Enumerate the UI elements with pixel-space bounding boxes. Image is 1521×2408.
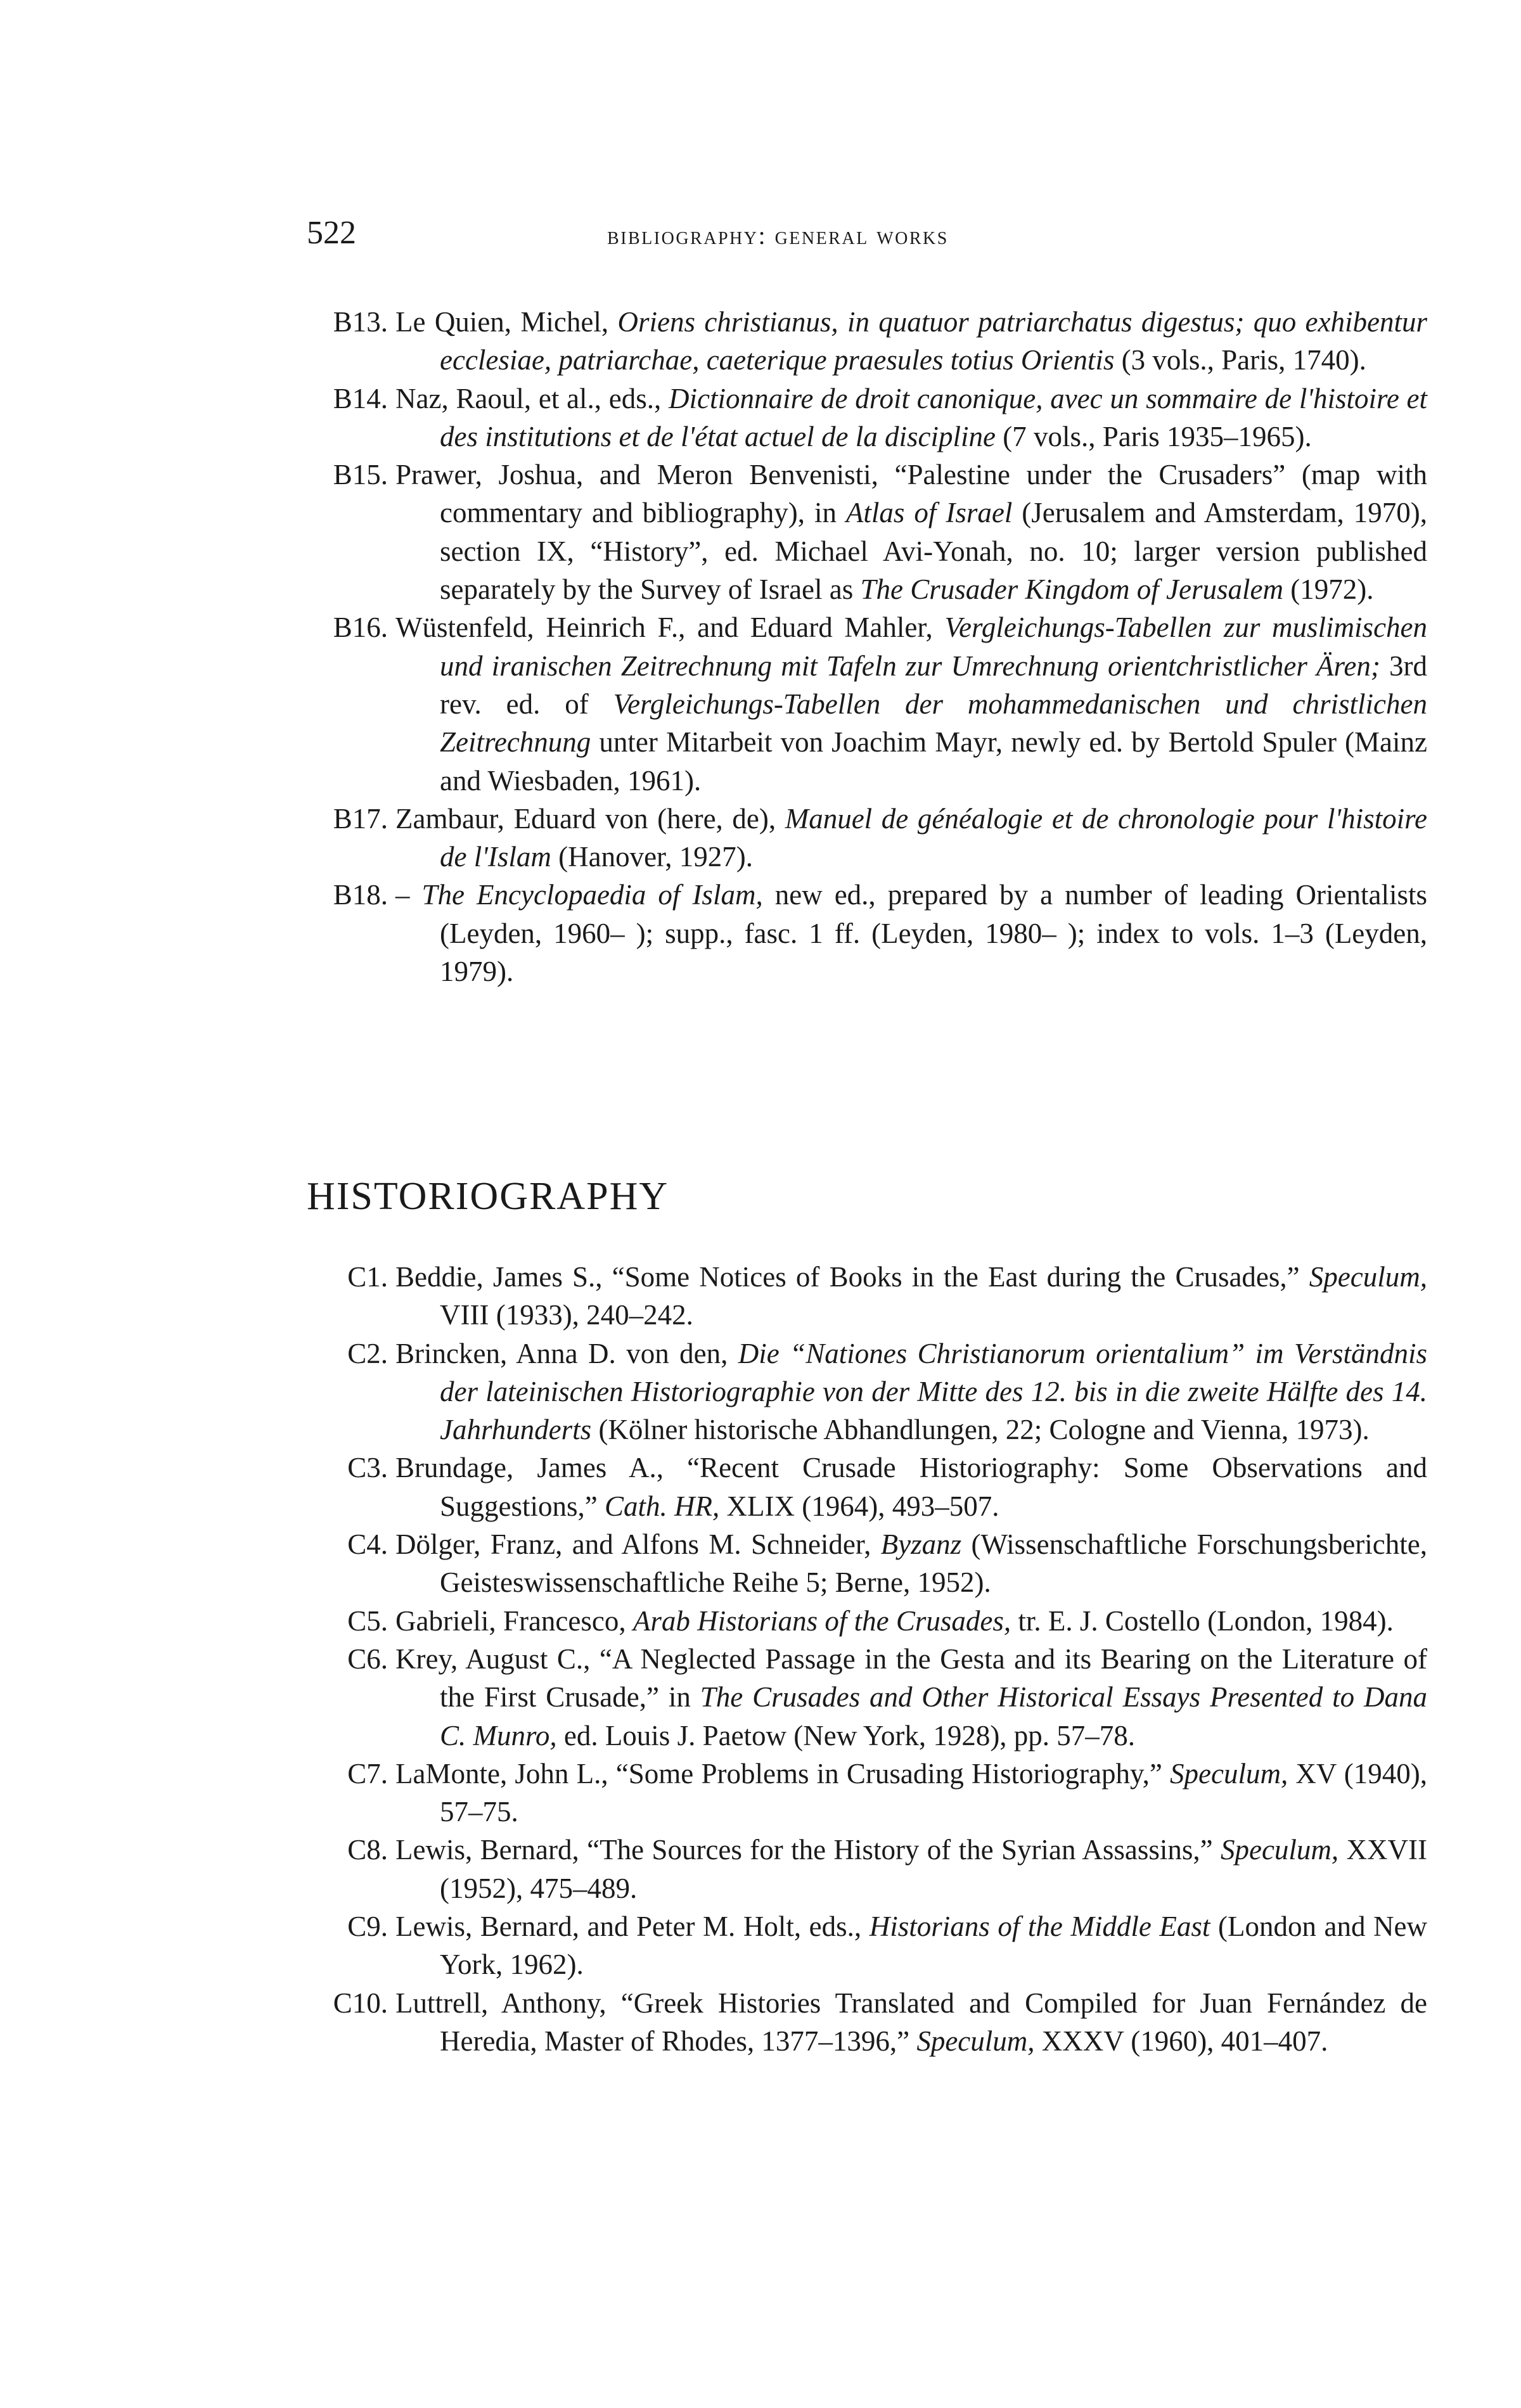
section-heading-historiography: HISTORIOGRAPHY bbox=[307, 1175, 669, 1218]
entry-number: B13. bbox=[333, 306, 388, 338]
citation-text: (7 vols., Paris 1935–1965). bbox=[995, 420, 1312, 452]
entry-number: B16. bbox=[333, 612, 388, 644]
citation-text: (London and New York, 1962). bbox=[440, 1911, 1427, 1981]
citation-text: Krey, August C., “A Neglected Passage in the Gesta and its Bearing on the Literature of the First Crusade,” in bbox=[395, 1643, 1427, 1713]
citation-text: XXXV (1960), 401–407. bbox=[1034, 2025, 1328, 2057]
bibliography-entry bbox=[304, 1984, 1427, 2061]
citation-text: unter Mitarbeit von Joachim Mayr, newly ed. by Bertold Spuler (Mainz and Wiesbaden, 1961). bbox=[440, 726, 1427, 797]
entry-citation bbox=[395, 1831, 1427, 1907]
page-header bbox=[307, 213, 1422, 253]
entry-number: B14. bbox=[333, 382, 388, 414]
citation-title: Atlas of Israel bbox=[845, 497, 1013, 529]
bibliography-entry bbox=[304, 1449, 1427, 1525]
citation-title: Vergleichungs-Tabellen der mohammedanischen und christlichen Zeitrechnung bbox=[440, 688, 1427, 759]
citation-text: Zambaur, Eduard von (here, de), bbox=[395, 802, 785, 835]
citation-text: XV (1940), 57–75. bbox=[440, 1757, 1427, 1828]
bibliography-entry bbox=[304, 1258, 1427, 1335]
citation-text: tr. E. J. Costello (London, 1984). bbox=[1011, 1604, 1394, 1637]
citation-text: (Jerusalem and Amsterdam, 1970), section IX, “History”, ed. Michael Avi-Yonah, no. 10; larger version published separately by the Survey of Israel as bbox=[440, 497, 1427, 606]
citation-title: Arab Historians of the Crusades, bbox=[632, 1604, 1011, 1637]
entry-citation bbox=[395, 1602, 1427, 1640]
bibliography-entry bbox=[304, 1335, 1427, 1449]
citation-text: (Hanover, 1927). bbox=[551, 841, 753, 873]
citation-title: Dictionnaire de droit canonique, avec un sommaire de l'histoire et des institutions et de l'état actuel de la discipline bbox=[440, 382, 1427, 452]
bibliography-entry bbox=[304, 800, 1427, 876]
citation-text: new ed., prepared by a number of leading Orientalists (Leyden, 1960– ); supp., fasc. 1 ff. (Leyden, 1980– ); index to vols. 1–3 (Leyden, 1979). bbox=[440, 879, 1428, 988]
citation-title: The Crusader Kingdom of Jerusalem bbox=[860, 573, 1284, 606]
entry-number: C8. bbox=[347, 1834, 388, 1866]
entry-number: C5. bbox=[347, 1604, 388, 1637]
citation-text: XLIX (1964), 493–507. bbox=[719, 1490, 999, 1522]
citation-title: Cath. HR, bbox=[605, 1490, 720, 1522]
entry-citation bbox=[395, 1258, 1427, 1335]
citation-text: LaMonte, John L., “Some Problems in Crusading Historiography,” bbox=[395, 1757, 1170, 1790]
citation-text: Dölger, Franz, and Alfons M. Schneider, bbox=[395, 1528, 881, 1561]
bibliography-entry bbox=[304, 1640, 1427, 1755]
entry-number: C10. bbox=[333, 1987, 388, 2019]
bibliography-entry bbox=[304, 380, 1427, 456]
bibliography-entry bbox=[304, 876, 1427, 990]
entry-citation bbox=[395, 1755, 1427, 1831]
entry-citation bbox=[395, 1984, 1427, 2061]
citation-text: 3rd rev. ed. of bbox=[440, 650, 1427, 720]
entry-citation bbox=[395, 1525, 1427, 1602]
citation-text: ed. Louis J. Paetow (New York, 1928), pp. 57–78. bbox=[556, 1719, 1136, 1752]
entry-number: C9. bbox=[347, 1911, 388, 1943]
citation-text: Luttrell, Anthony, “Greek Histories Translated and Compiled for Juan Fernández de Heredia, Master of Rhodes, 1377–1396,” bbox=[395, 1987, 1427, 2057]
citation-text: Beddie, James S., “Some Notices of Books in the East during the Crusades,” bbox=[395, 1261, 1309, 1293]
entry-citation bbox=[395, 1640, 1427, 1755]
bibliography-entry bbox=[304, 1907, 1427, 1984]
citation-text: – bbox=[395, 879, 422, 911]
citation-text: Prawer, Joshua, and Meron Benvenisti, “Palestine under the Crusaders” (map with commentary and bibliography), in bbox=[395, 459, 1427, 529]
citation-text: VIII (1933), 240–242. bbox=[440, 1299, 693, 1331]
bibliography-entry bbox=[304, 1831, 1427, 1907]
bibliography-entry bbox=[304, 1525, 1427, 1602]
citation-text: Gabrieli, Francesco, bbox=[395, 1604, 633, 1637]
entry-number: B15. bbox=[333, 459, 388, 491]
citation-title: The Encyclopaedia of Islam, bbox=[421, 879, 763, 911]
citation-title: The Crusades and Other Historical Essays Presented to Dana C. Munro, bbox=[440, 1681, 1427, 1752]
bibliography-entry bbox=[304, 303, 1427, 380]
running-head: bibliography: general works bbox=[607, 221, 949, 250]
entry-citation bbox=[395, 1907, 1427, 1984]
entry-citation bbox=[395, 876, 1427, 990]
entry-citation bbox=[395, 456, 1427, 608]
citation-title: Manuel de généalogie et de chronologie pour l'histoire de l'Islam bbox=[440, 802, 1427, 873]
citation-text: Lewis, Bernard, “The Sources for the History of the Syrian Assassins,” bbox=[395, 1834, 1221, 1866]
bibliography-entry bbox=[304, 608, 1427, 799]
bibliography-entry bbox=[304, 1755, 1427, 1831]
page-number: 522 bbox=[307, 215, 356, 251]
entry-number: C2. bbox=[347, 1337, 388, 1369]
entry-number: C3. bbox=[347, 1452, 388, 1484]
entry-number: C7. bbox=[347, 1757, 388, 1790]
entry-citation bbox=[395, 380, 1427, 456]
general-works-entries bbox=[304, 303, 1427, 990]
citation-text: Wüstenfeld, Heinrich F., and Eduard Mahler, bbox=[395, 612, 945, 644]
citation-text: (Kölner historische Abhandlungen, 22; Cologne and Vienna, 1973). bbox=[591, 1414, 1370, 1446]
citation-text: (Wissenschaftliche Forschungsberichte, Geisteswissenschaftliche Reihe 5; Berne, 1952). bbox=[440, 1528, 1427, 1599]
citation-text: Brundage, James A., “Recent Crusade Historiography: Some Observations and Suggestions,” bbox=[395, 1452, 1427, 1522]
citation-title: Byzanz bbox=[880, 1528, 962, 1561]
citation-text: Naz, Raoul, et al., eds., bbox=[395, 382, 669, 414]
entry-number: C1. bbox=[347, 1261, 388, 1293]
citation-text: Lewis, Bernard, and Peter M. Holt, eds., bbox=[395, 1911, 870, 1943]
entry-number: B18. bbox=[333, 879, 388, 911]
citation-text: (1972). bbox=[1283, 573, 1374, 606]
entry-citation bbox=[395, 303, 1427, 380]
citation-title: Vergleichungs-Tabellen zur muslimischen und iranischen Zeitrechnung mit Tafeln zur Umrechnung orientchristlicher Ären; bbox=[440, 612, 1428, 682]
citation-title: Historians of the Middle East bbox=[869, 1911, 1210, 1943]
entry-citation bbox=[395, 608, 1427, 799]
entry-number: B17. bbox=[333, 802, 388, 835]
entry-number: C6. bbox=[347, 1643, 388, 1675]
citation-title: Speculum, bbox=[1220, 1834, 1339, 1866]
bibliography-entry bbox=[304, 1602, 1427, 1640]
entry-number: C4. bbox=[347, 1528, 388, 1561]
entry-citation bbox=[395, 1449, 1427, 1525]
citation-text: Brincken, Anna D. von den, bbox=[395, 1337, 738, 1369]
citation-title: Speculum, bbox=[1309, 1261, 1427, 1293]
citation-title: Die “Nationes Christianorum orientalium” im Verständnis der lateinischen Historiographie von der Mitte des 12. bis in die zweite Hälfte des 14. Jahrhunderts bbox=[440, 1337, 1427, 1446]
citation-title: Speculum, bbox=[1170, 1757, 1288, 1790]
bibliography-entry bbox=[304, 456, 1427, 608]
citation-text: Le Quien, Michel, bbox=[395, 306, 618, 338]
citation-title: Speculum, bbox=[916, 2025, 1035, 2057]
citation-text: XXVII (1952), 475–489. bbox=[440, 1834, 1427, 1904]
entry-citation bbox=[395, 800, 1427, 876]
entry-citation bbox=[395, 1335, 1427, 1449]
historiography-entries bbox=[304, 1258, 1427, 2060]
citation-title: Oriens christianus, in quatuor patriarchatus digestus; quo exhibentur ecclesiae, patriarchae, caeterique praesules totius Orientis bbox=[440, 306, 1427, 376]
citation-text: (3 vols., Paris, 1740). bbox=[1114, 344, 1366, 376]
